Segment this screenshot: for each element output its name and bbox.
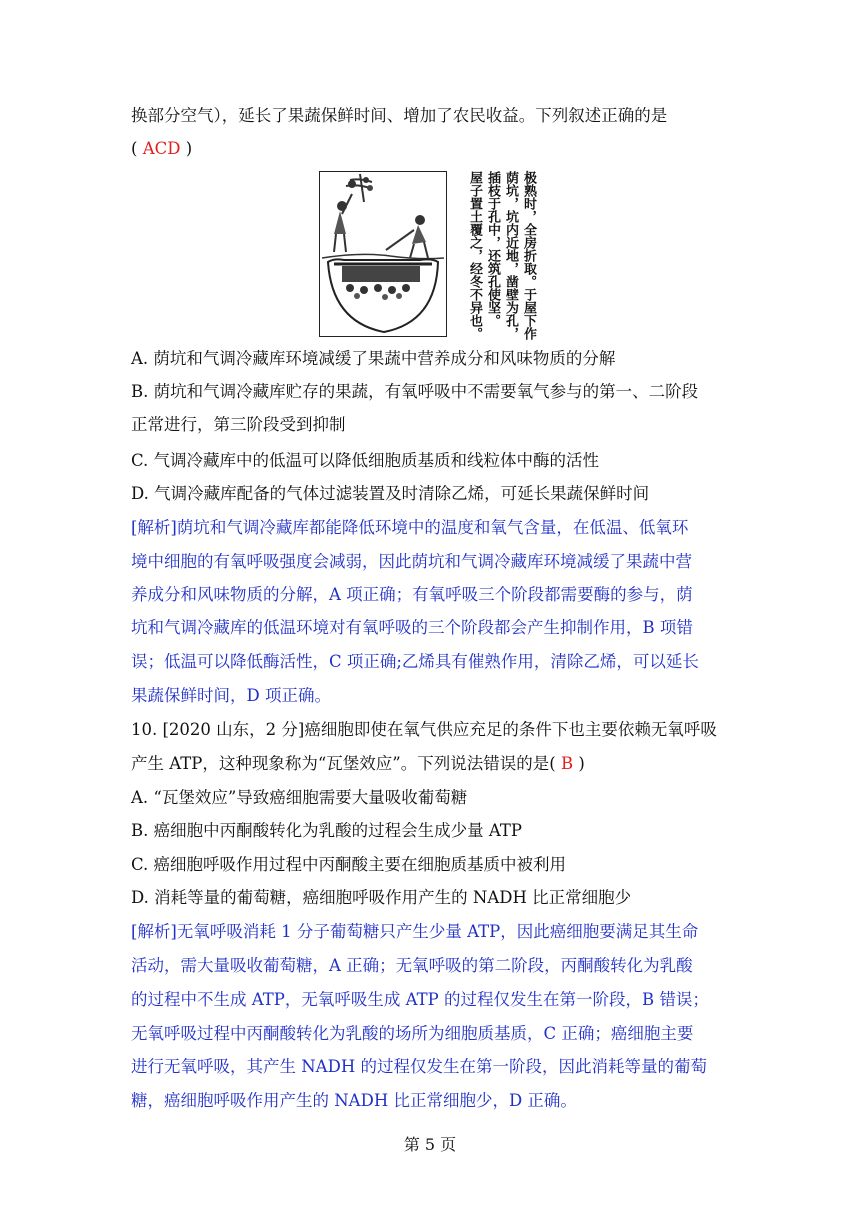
q9-analysis-line: 误；低温可以降低酶活性，C 项正确;乙烯具有催熟作用，清除乙烯，可以延长 [131, 652, 699, 671]
q10-answer-open: ( [549, 754, 561, 773]
q9-analysis-line: 养成分和风味物质的分解，A 项正确；有氧呼吸三个阶段都需要酶的参与，荫 [131, 585, 693, 604]
q10-analysis-line: [解析]无氧呼吸消耗 1 分子葡萄糖只产生少量 ATP，因此癌细胞要满足其生命 [131, 922, 699, 941]
page-number: 第 5 页 [403, 1135, 457, 1154]
q10-analysis-line: 无氧呼吸过程中丙酮酸转化为乳酸的场所为细胞质基质，C 正确；癌细胞主要 [131, 1024, 694, 1043]
q10-option-a: A. “瓦堡效应”导致癌细胞需要大量吸收葡萄糖 [131, 788, 468, 807]
q9-answer-line [131, 139, 731, 159]
q10-answer: B [560, 754, 574, 773]
q9-answer: ACD [142, 139, 181, 158]
q10-analysis-line: 进行无氧呼吸，其产生 NADH 的过程仅发生在第一阶段，因此消耗等量的葡萄 [131, 1057, 707, 1076]
classical-text-col-2: 荫坑，坑内近地，凿壁为孔， [503, 171, 518, 340]
q9-option-b-line1: B. 荫坑和气调冷藏库贮存的果蔬，有氧呼吸中不需要氧气参与的第一、二阶段 [131, 382, 699, 401]
q10-option-c: C. 癌细胞呼吸作用过程中丙酮酸主要在细胞质基质中被利用 [131, 855, 567, 874]
q10-stem-text: 产生 ATP，这种现象称为“瓦堡效应”。下列说法错误的是 [131, 754, 550, 773]
q10-analysis-line: 的过程中不生成 ATP，无氧呼吸生成 ATP 的过程仅发生在第一阶段，B 错误； [131, 990, 709, 1009]
q9-answer-open: ( [131, 139, 143, 158]
q9-option-b-line2: 正常进行，第三阶段受到抑制 [131, 415, 346, 434]
classical-text-col-1: 极熟时，全房折取。于屋下作 [521, 171, 536, 340]
q9-option-c: C. 气调冷藏库中的低温可以降低细胞质基质和线粒体中酶的活性 [131, 451, 600, 470]
q9-analysis-line: 坑和气调冷藏库的低温环境对有氧呼吸的三个阶段都会产生抑制作用，B 项错 [131, 618, 693, 637]
classical-text-col-4: 屋子置土覆之，经冬不异也。 [467, 171, 482, 340]
q9-option-a: A. 荫坑和气调冷藏库环境减缓了果蔬中营养成分和风味物质的分解 [131, 349, 616, 368]
q9-option-d: D. 气调冷藏库配备的气体过滤装置及时清除乙烯，可延长果蔬保鲜时间 [131, 484, 650, 503]
q9-answer-close: ) [180, 139, 193, 158]
q9-analysis-line: [解析]荫坑和气调冷藏库都能降低环境中的温度和氧气含量，在低温、低氧环 [131, 518, 689, 537]
q10-option-b: B. 癌细胞中丙酮酸转化为乳酸的过程会生成少量 ATP [131, 821, 522, 840]
q10-analysis-line: 糖，癌细胞呼吸作用产生的 NADH 比正常细胞少，D 正确。 [131, 1091, 577, 1110]
classical-text-col-3: 插枝于孔中，还筑孔使坚。 [485, 171, 500, 327]
q9-stem-tail: 换部分空气），延长了果蔬保鲜时间、增加了农民收益。下列叙述正确的是 [131, 106, 668, 125]
q10-stem-line1: 10. [2020 山东，2 分]癌细胞即使在氧气供应充足的条件下也主要依赖无氧呼吸 [131, 720, 717, 739]
q10-analysis-line: 活动，需大量吸收葡萄糖，A 正确；无氧呼吸的第二阶段，丙酮酸转化为乳酸 [131, 956, 693, 975]
q9-analysis-line: 果蔬保鲜时间，D 项正确。 [131, 686, 331, 705]
storage-pit-drawing [320, 172, 446, 336]
q10-stem-line2 [131, 754, 731, 774]
q9-figure [319, 171, 537, 340]
q9-analysis-line: 境中细胞的有氧呼吸强度会减弱，因此荫坑和气调冷藏库环境减缓了果蔬中营 [131, 552, 692, 571]
ancient-storage-illustration [319, 171, 447, 337]
q10-answer-close: ) [573, 754, 585, 773]
q10-option-d: D. 消耗等量的葡萄糖，癌细胞呼吸作用产生的 NADH 比正常细胞少 [131, 888, 632, 907]
